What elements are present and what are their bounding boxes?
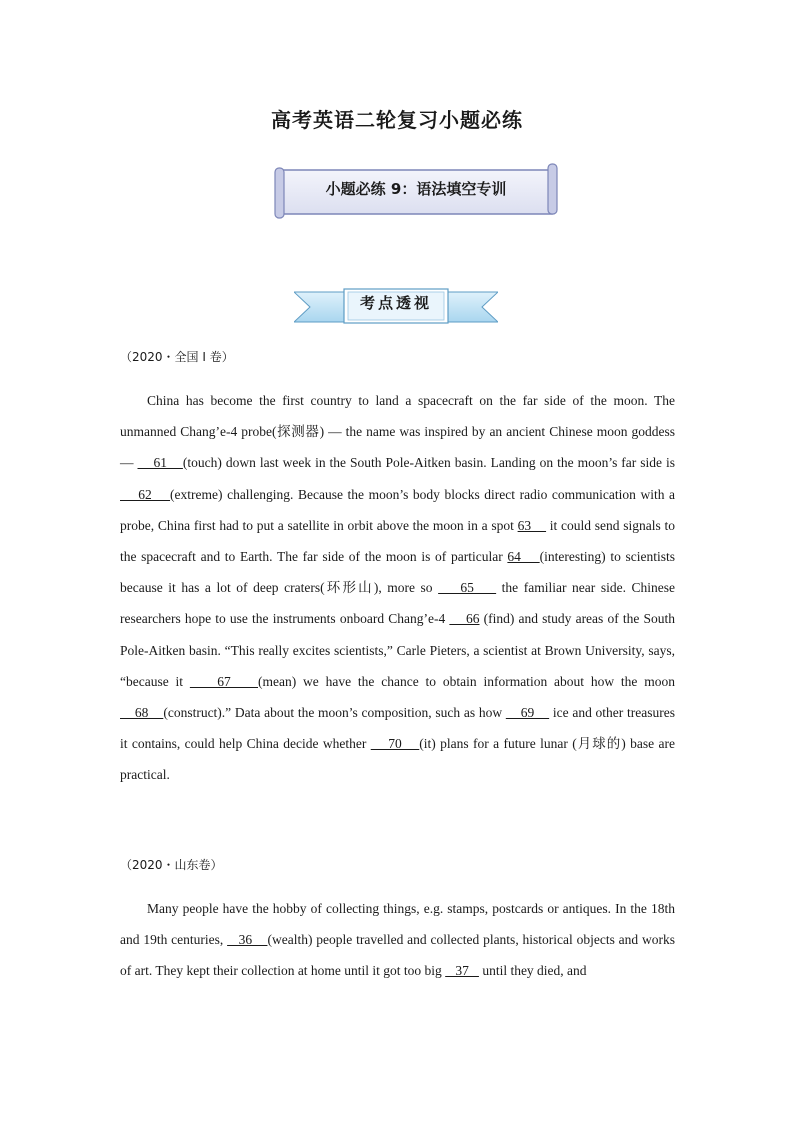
blank-66[interactable]: 66 xyxy=(449,611,480,627)
passage-source: （2020・全国 I 卷） xyxy=(120,350,234,364)
blank-64[interactable]: 64 xyxy=(507,549,540,565)
blank-65[interactable]: 65 xyxy=(438,580,497,596)
blank-68[interactable]: 68 xyxy=(120,705,164,721)
page-title: 高考英语二轮复习小题必练 xyxy=(271,108,523,132)
passage-sentence: it could send signals to the spacecraft and to Earth. The far side of the moon is of particular xyxy=(120,517,675,565)
blank-37[interactable]: 37 xyxy=(445,963,479,979)
blank-62[interactable]: 62 xyxy=(120,486,171,502)
passage-text xyxy=(120,385,675,791)
passage-sentence: (interesting) to scientists because it has a lot of deep craters(环形山), more so xyxy=(120,549,676,596)
passage-sentence: (wealth) people travelled and collected plants, historical objects and works of art. They kept their collection at home until it got too big xyxy=(120,932,676,979)
passage-sentence: (it) plans for a future lunar (月球的) base are practical. xyxy=(120,736,676,783)
passage-sentence: (extreme) challenging. Because the moon’s body blocks direct radio communication with a probe, China first had to put a satellite in orbit above the moon in a spot xyxy=(120,486,676,533)
passage-sentence: the familiar near side. Chinese researchers hope to use the instruments onboard Chang’e-4 xyxy=(120,580,675,627)
blank-67[interactable]: 67 xyxy=(189,673,258,689)
passage-sentence: (touch) down last week in the South Pole-Aitken basin. Landing on the moon’s far side is xyxy=(182,455,676,471)
passage-sentence: ice and other treasures it contains, could help China decide whether xyxy=(120,705,675,752)
passage-sentence: (mean) we have the chance to obtain information about how the moon xyxy=(258,673,675,689)
blank-70[interactable]: 70 xyxy=(370,736,420,752)
passage-text xyxy=(120,893,675,987)
passage-sentence: (find) and study areas of the South Pole-Aitken basin. “This really excites scientists,” Carle Pieters, a scientist at Brown University, says, “because it xyxy=(120,611,675,689)
passage-sentence: Many people have the hobby of collecting things, e.g. stamps, postcards or antiques. In the 18th and 19th centuries, xyxy=(120,901,675,948)
ribbon-label: 考点透视 xyxy=(359,294,432,312)
blank-63[interactable]: 63 xyxy=(517,517,547,533)
section-banner-label: 小题必练 9：语法填空专训 xyxy=(325,180,507,198)
passage-sentence: until they died, and xyxy=(478,963,587,979)
passage-sentence: China has become the first country to land a spacecraft on the far side of the moon. The unmanned Chang’e-4 probe(探测器) — the name was inspired by an ancient Chinese moon goddess — xyxy=(120,393,675,471)
passage-source: （2020・山东卷） xyxy=(120,858,223,872)
blank-61[interactable]: 61 xyxy=(137,455,183,471)
blank-36[interactable]: 36 xyxy=(227,932,268,948)
blank-69[interactable]: 69 xyxy=(505,705,550,721)
passage-sentence: (construct).” Data about the moon’s composition, such as how xyxy=(163,705,506,721)
